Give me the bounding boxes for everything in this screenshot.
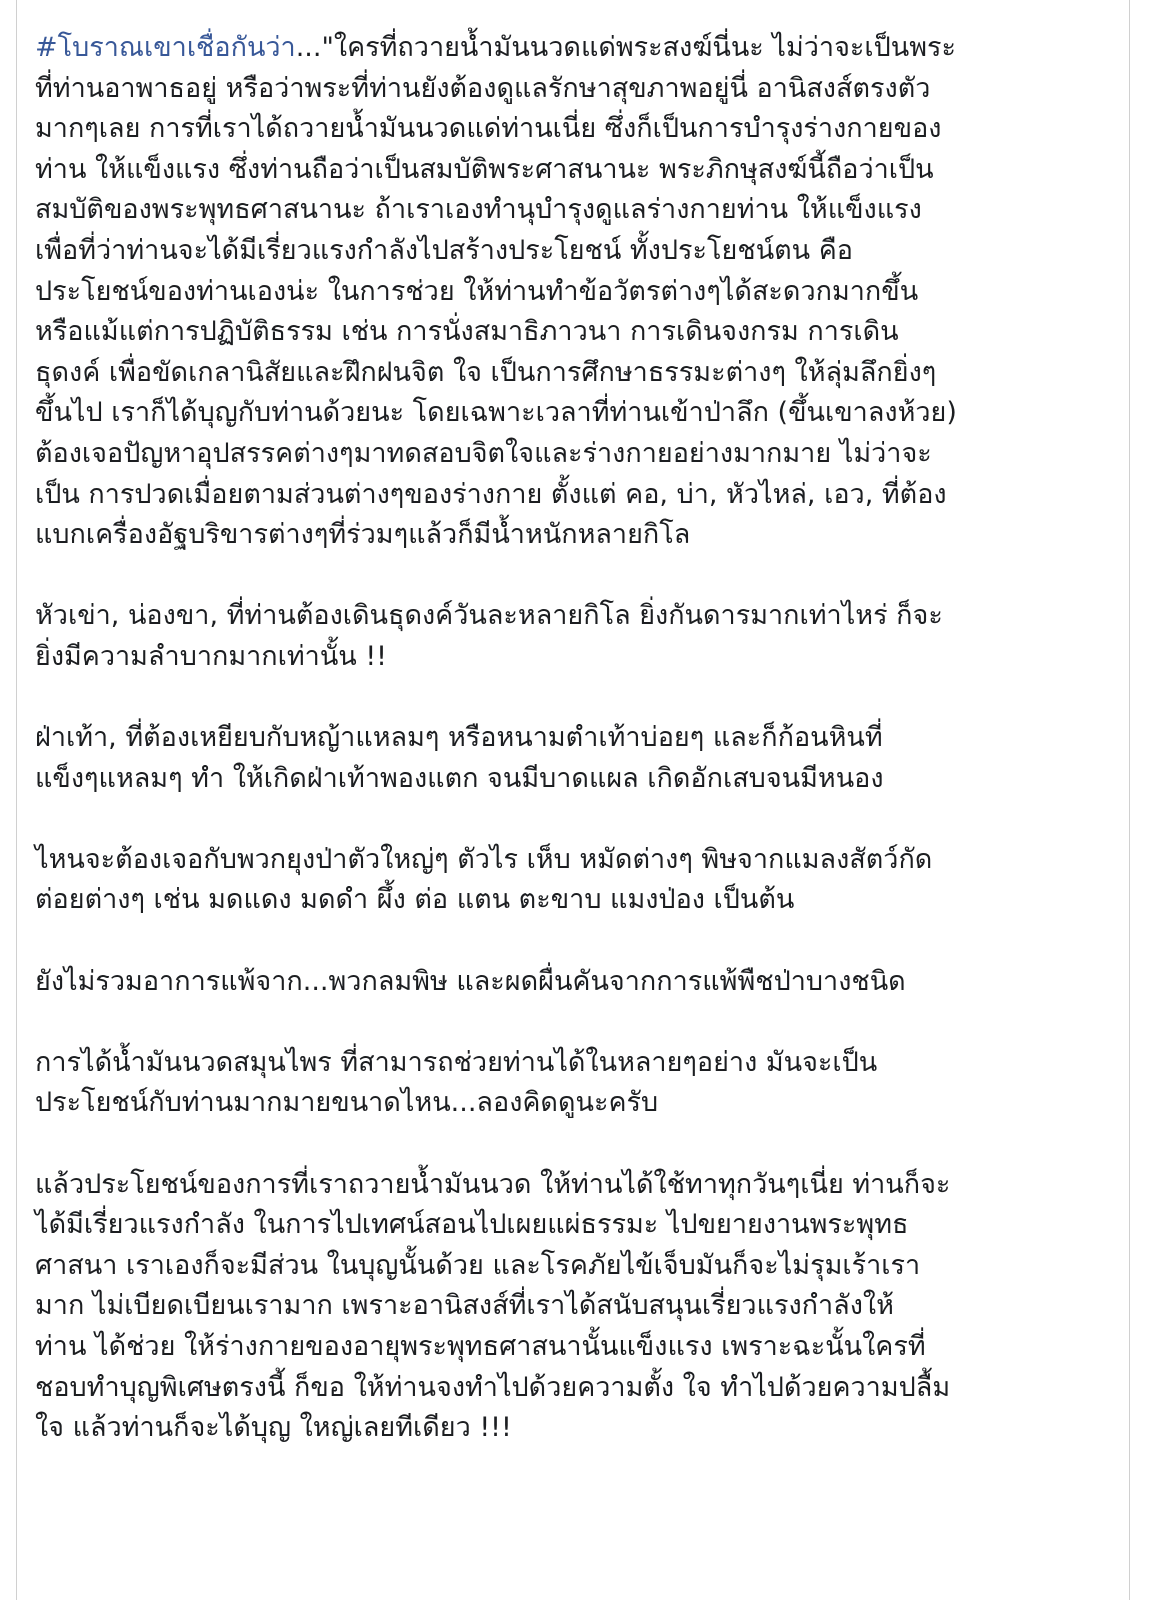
post-paragraph-6: การได้น้ำมันนวดสมุนไพร ที่สามารถช่วยท่านได้ในหลายๆอย่าง มันจะเป็น ประโยชน์กับท่านมากมายขนาดไหน...ลองคิดดูนะครับ <box>35 1046 878 1119</box>
paragraph-text: ..."ใครที่ถวายน้ำมันนวดแด่พระสงฆ์นี่นะ ไม่ว่าจะเป็นพระ ที่ท่านอาพาธอยู่ หรือว่าพระที่ท่านยังต้องดูแลรักษาสุขภาพอยู่นี่ อานิสงส์ตรงตัว มากๆเลย การที่เราได้ถวายน้ำมันนวดแด่ท่านเนี่ย ซึ่งก็เป็นการบำรุงร่างกายของ ท่าน ให้แข็งแรง ซึ่งท่านถือว่าเป็นสมบัติพระศาสนานะ พระภิกษุสงฆ์นี้ถือว่าเป็น สมบัติของพระพุทธศาสนานะ ถ้าเราเองทำนุบำรุงดูแลร่างกายท่าน ให้แข็งแรง เพื่อที่ว่าท่านจะได้มีเรี่ยวแรงกำลังไปสร้างประโยชน์ ทั้งประโยชน์ตน คือ ประโยชน์ของท่านเองน่ะ ในการช่วย ให้ท่านทำข้อวัตรต่างๆได้สะดวกมากขึ้น หรือแม้แต่การปฏิบัติธรรม เช่น การนั่งสมาธิภาวนา การเดินจงกรม การเดิน ธุดงค์ เพื่อขัดเกลานิสัยและฝึกฝนจิต ใจ เป็นการศึกษาธรรมะต่างๆ ให้ลุ่มลึกยิ่งๆ ขึ้นไป เราก็ได้บุญกับท่านด้วยนะ โดยเฉพาะเวลาที่ท่านเข้าป่าลึก (ขึ้นเขาลงห้วย) ต้องเจอปัญหาอุปสรรคต่างๆมาทดสอบจิตใจและร่างกายอย่างมากมาย ไม่ว่าจะ เป็น การปวดเมื่อยตามส่วนต่างๆของร่างกาย ตั้งแต่ คอ, บ่า, หัวไหล่, เอว, ที่ต้อง แบกเครื่องอัฐบริขารต่างๆที่ร่วมๆแล้วก็มีน้ำหนักหลายกิโล <box>35 32 957 551</box>
post-paragraph-5: ยังไม่รวมอาการแพ้จาก...พวกลมพิษ และผดผื่นคันจากการแพ้พืชป่าบางชนิด <box>35 965 906 997</box>
post-paragraph-4: ไหนจะต้องเจอกับพวกยุงป่าตัวใหญ่ๆ ตัวไร เห็บ หมัดต่างๆ พิษจากแมลงสัตว์กัด ต่อยต่างๆ เช่น มดแดง มดดำ ผึ้ง ต่อ แตน ตะขาบ แมงป่อง เป็นต้น <box>35 843 933 916</box>
post-body <box>35 28 1115 1449</box>
post-paragraph-1 <box>35 28 1115 556</box>
hashtag-link[interactable]: #โบราณเขาเชื่อกันว่า <box>35 32 296 63</box>
post-paragraph-3: ฝ่าเท้า, ที่ต้องเหยียบกับหญ้าแหลมๆ หรือหนามตำเท้าบ่อยๆ และก็ก้อนหินที่ แข็งๆแหลมๆ ทำ ให้เกิดฝ่าเท้าพองแตก จนมีบาดแผล เกิดอักเสบจนมีหนอง <box>35 722 884 794</box>
post-paragraph-7: แล้วประโยชน์ของการที่เราถวายน้ำมันนวด ให้ท่านได้ใช้ทาทุกวันๆเนี่ย ท่านก็จะ ได้มีเรี่ยวแรงกำลัง ในการไปเทศน์สอนไปเผยแผ่ธรรมะ ไปขยายงานพระพุทธ ศาสนา เราเองก็จะมีส่วน ในบุญนั้นด้วย และโรคภัยไข้เจ็บมันก็จะไม่รุมเร้าเรา มาก ไม่เบียดเบียนเรามาก เพราะอานิสงส์ที่เราได้สนับสนุนเรี่ยวแรงกำลังให้ ท่าน ได้ช่วย ให้ร่างกายของอายุพระพุทธศาสนานั้นแข็งแรง เพราะฉะนั้นใครที่ ชอบทำบุญพิเศษตรงนี้ ก็ขอ ให้ท่านจงทำไปด้วยความตั้ง ใจ ทำไปด้วยความปลื้ม ใจ แล้วท่านก็จะได้บุญ ใหญ่เลยทีเดียว !!! <box>35 1168 951 1444</box>
post-paragraph-2: หัวเข่า, น่องขา, ที่ท่านต้องเดินธุดงค์วันละหลายกิโล ยิ่งกันดารมากเท่าไหร่ ก็จะ ยิ่งมีความลำบากมากเท่านั้น !! <box>35 600 943 672</box>
post-container <box>16 0 1130 1600</box>
